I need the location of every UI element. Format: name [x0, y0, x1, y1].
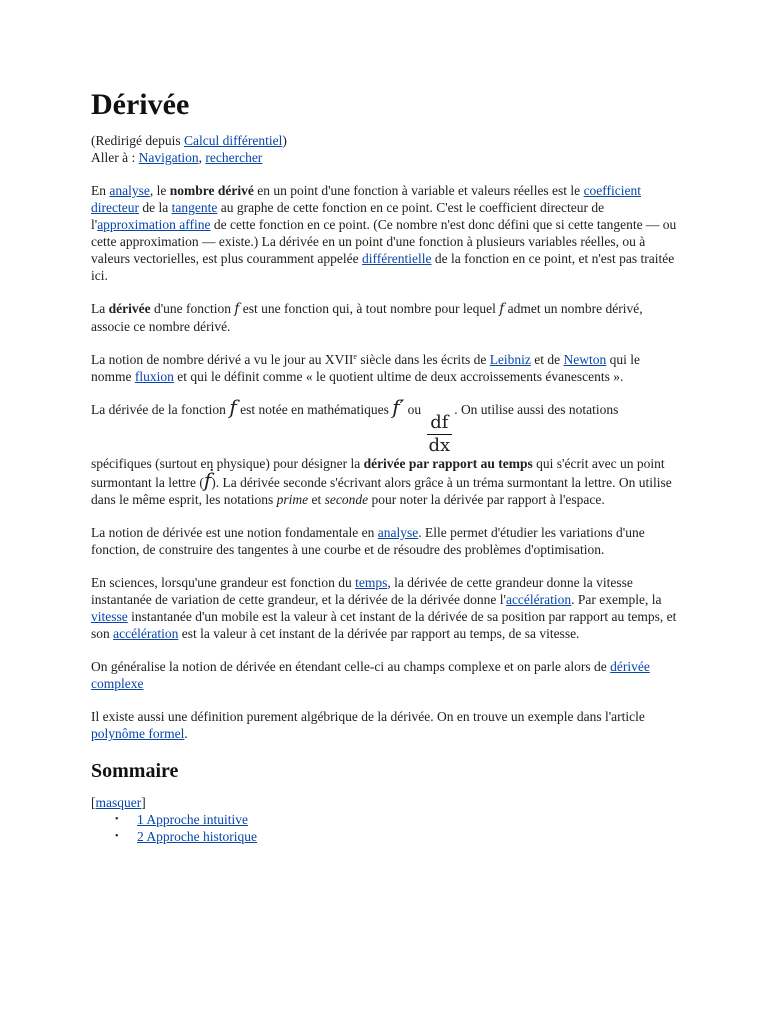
link-temps[interactable]: temps	[355, 575, 388, 590]
text: . Par exemple, la	[571, 592, 662, 607]
italic-term: seconde	[324, 492, 369, 507]
text: .	[184, 726, 188, 741]
bold-term: dérivée	[108, 301, 151, 316]
text: La dérivée de la fonction	[91, 402, 230, 417]
bullet-icon: •	[115, 831, 119, 842]
text: En	[91, 183, 110, 198]
link-approximation-affine[interactable]: approximation affine	[97, 217, 211, 232]
text: instantanée d'un mobile est la valeur à cet instant de la dérivée de sa position par rapport au temps, et son	[91, 609, 677, 641]
link-acceleration[interactable]: accélération	[505, 592, 572, 607]
link-fluxion[interactable]: fluxion	[134, 369, 174, 384]
redirect-notice	[91, 132, 681, 149]
redirect-suffix: )	[282, 133, 287, 148]
toc-item	[115, 811, 681, 828]
text: . Elle permet d'étudier les variations d'une fonction, de construire des tangentes à une courbe et de résoudre des problèmes d'optimisation.	[91, 525, 645, 557]
text: , la dérivée de cette grandeur donne la vitesse instantanée de variation de cette grandeur, et la dérivée de la dérivée donne l'	[91, 575, 633, 607]
page-title: Dérivée	[91, 88, 190, 121]
text: ou	[404, 402, 425, 417]
link-differentielle[interactable]: différentielle	[362, 251, 432, 266]
toc-link-approche-historique[interactable]: 2 Approche historique	[137, 829, 257, 844]
link-leibniz[interactable]: Leibniz	[489, 352, 531, 367]
text: de la fonction en ce point, et n'est pas traitée ici.	[91, 251, 675, 283]
bullet-icon: •	[115, 814, 119, 825]
text: et de	[530, 352, 564, 367]
text: de la	[138, 200, 172, 215]
toc-title: Sommaire	[91, 760, 179, 782]
superscript: e	[353, 352, 357, 361]
text: est notée en mathématiques	[236, 402, 393, 417]
link-acceleration[interactable]: accélération	[113, 626, 179, 641]
text: et	[308, 492, 325, 507]
jump-separator: ,	[198, 150, 206, 165]
text: est la valeur à cet instant de la dérivée par rapport au temps, de sa vitesse.	[178, 626, 580, 641]
toc-list	[91, 811, 681, 845]
paragraph-intro	[91, 182, 681, 284]
link-coefficient-directeur[interactable]: coefficient directeur	[91, 183, 642, 215]
math-f: f	[499, 301, 505, 317]
paragraph-complex	[91, 658, 681, 692]
link-polynome-formel[interactable]: polynôme formel	[91, 726, 185, 741]
jump-to-links	[91, 149, 681, 166]
fraction-numerator: df	[430, 412, 449, 433]
article-content	[91, 86, 681, 845]
text: siècle dans les écrits de	[356, 352, 490, 367]
jump-search-link[interactable]: rechercher	[205, 150, 263, 165]
link-vitesse[interactable]: vitesse	[91, 609, 128, 624]
math-f: f	[229, 395, 237, 419]
text: . On utilise aussi des notations spécifiques (surtout en physique) pour désigner la	[91, 402, 619, 471]
text: La notion de dérivée est une notion fondamentale en	[91, 525, 378, 540]
text: Il existe aussi une définition purement algébrique de la dérivée. On en trouve un exemple dans l'article	[91, 709, 645, 724]
link-analyse[interactable]: analyse	[109, 183, 150, 198]
paragraph-fundamental	[91, 524, 681, 558]
math-fraction-df-dx	[427, 414, 453, 455]
text: En sciences, lorsqu'une grandeur est fonction du	[91, 575, 356, 590]
bracket: [	[91, 795, 96, 810]
redirect-prefix: (Redirigé depuis	[91, 133, 184, 148]
text: en un point d'une fonction à variable et valeurs réelles est le	[253, 183, 584, 198]
bold-term: dérivée par rapport au temps	[363, 456, 533, 471]
text: est une fonction qui, à tout nombre pour lequel	[239, 301, 500, 316]
toc-toggle	[91, 794, 681, 811]
redirect-source-link[interactable]: Calcul différentiel	[183, 133, 283, 148]
paragraph-algebraic	[91, 708, 681, 742]
paragraph-sciences	[91, 574, 681, 642]
jump-navigation-link[interactable]: Navigation	[138, 150, 199, 165]
jump-prefix: Aller à :	[91, 150, 139, 165]
fraction-denominator: dx	[428, 435, 451, 456]
text: La notion de nombre dérivé a vu le jour au XVII	[91, 352, 354, 367]
text: , le	[149, 183, 170, 198]
text: On généralise la notion de dérivée en étendant celle-ci au champs complexe et on parle alors de	[91, 659, 611, 674]
bold-term: nombre dérivé	[169, 183, 254, 198]
toc-hide-link[interactable]: masquer	[95, 795, 142, 810]
link-derivee-complexe[interactable]: dérivée complexe	[91, 659, 650, 691]
math-f-dot: ḟ	[203, 468, 212, 492]
math-f: f	[234, 301, 240, 317]
text: La	[91, 301, 109, 316]
toc-link-approche-intuitive[interactable]: 1 Approche intuitive	[137, 812, 248, 827]
text: admet un nombre dérivé, associe ce nombre dérivé.	[91, 301, 643, 334]
italic-term: prime	[276, 492, 309, 507]
paragraph-definition	[91, 300, 681, 335]
text: de cette fonction en ce point. (Ce nombre n'est donc défini que si cette tangente — ou cette approximation — existe.) La dérivée en un point d'une fonction à plusieurs variables réelles, ou à valeurs vectorielles, est plus couramment appelée	[91, 217, 677, 266]
bracket: ]	[141, 795, 146, 810]
text: pour noter la dérivée par rapport à l'espace.	[368, 492, 605, 507]
text: et qui le définit comme « le quotient ultime de deux accroissements évanescents ».	[173, 369, 624, 384]
toc-item	[115, 828, 681, 845]
text: qui le nomme	[91, 352, 641, 384]
text: ). La dérivée seconde s'écrivant alors grâce à un tréma surmontant la lettre. On utilise dans le même esprit, les notations	[91, 475, 672, 507]
paragraph-notation	[91, 395, 681, 508]
math-f-prime: f′	[392, 395, 405, 419]
text: au graphe de cette fonction en ce point. C'est le coefficient directeur de l'	[91, 200, 605, 232]
link-analyse[interactable]: analyse	[377, 525, 419, 540]
text: qui s'écrit avec un point surmontant la lettre (	[91, 456, 665, 490]
link-newton[interactable]: Newton	[563, 352, 607, 367]
paragraph-history	[91, 351, 681, 385]
link-tangente[interactable]: tangente	[171, 200, 218, 215]
text: d'une fonction	[150, 301, 235, 316]
